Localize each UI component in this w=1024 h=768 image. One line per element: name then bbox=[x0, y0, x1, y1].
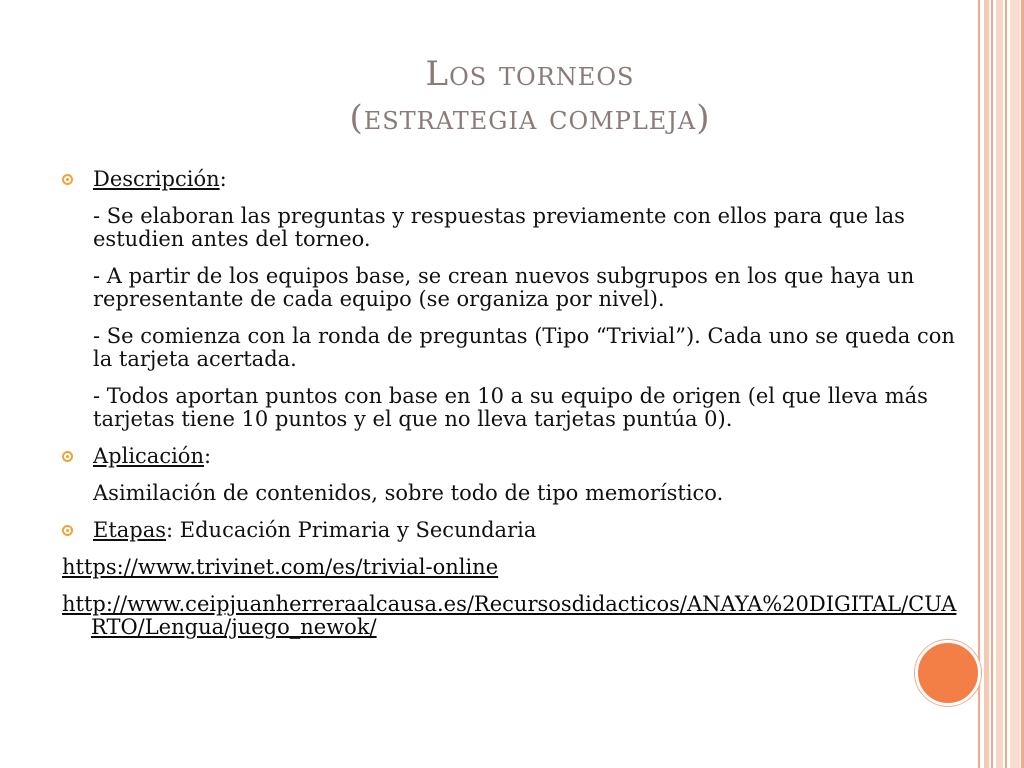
slide-body bbox=[62, 168, 962, 653]
descripcion-paragraph-4: - Todos aportan puntos con base en 10 a su equipo de origen (el que lleva más tarjetas tiene 10 puntos y el que no lleva tarjetas puntúa 0). bbox=[93, 384, 928, 431]
trivinet-link[interactable]: https://www.trivinet.com/es/trivial-online bbox=[62, 555, 499, 579]
slide-title bbox=[200, 52, 860, 140]
decor-stripe bbox=[984, 0, 989, 768]
etapas-label: Etapas bbox=[93, 518, 167, 542]
ceip-link[interactable]: http://www.ceipjuanherreraalcausa.es/Recursosdidacticos/ANAYA%20DIGITAL/CUARTO/Lengua/juego_newok/ bbox=[62, 592, 957, 639]
descripcion-paragraph-3: - Se comienza con la ronda de preguntas (Tipo “Trivial”). Cada uno se queda con la tarjeta acertada. bbox=[93, 324, 955, 371]
bullet-aplicacion bbox=[62, 445, 962, 468]
decor-stripe bbox=[978, 0, 980, 768]
bullet-etapas bbox=[62, 519, 962, 542]
title-line-1: Los torneos bbox=[425, 54, 635, 94]
bullet-icon bbox=[62, 451, 73, 462]
descripcion-paragraph-1: - Se elaboran las preguntas y respuestas previamente con ellos para que las estudien antes del torneo. bbox=[93, 204, 905, 251]
aplicacion-label: Aplicación bbox=[93, 444, 204, 468]
descripcion-colon: : bbox=[219, 167, 227, 191]
decor-stripe bbox=[1005, 0, 1007, 768]
descripcion-label: Descripción bbox=[93, 167, 220, 191]
aplicacion-text: Asimilación de contenidos, sobre todo de tipo memorístico. bbox=[93, 481, 724, 505]
bullet-icon bbox=[62, 174, 73, 185]
decor-stripe bbox=[1010, 0, 1020, 768]
descripcion-paragraph-2: - A partir de los equipos base, se crean nuevos subgrupos en los que haya un representante de cada equipo (se organiza por nivel). bbox=[93, 264, 915, 311]
bullet-descripcion bbox=[62, 168, 962, 191]
etapas-text: : Educación Primaria y Secundaria bbox=[166, 518, 537, 542]
aplicacion-colon: : bbox=[203, 444, 212, 468]
decor-stripe bbox=[996, 0, 1003, 768]
decor-stripe bbox=[991, 0, 993, 768]
title-line-2: (estrategia compleja) bbox=[349, 98, 711, 138]
bullet-icon bbox=[62, 525, 73, 536]
